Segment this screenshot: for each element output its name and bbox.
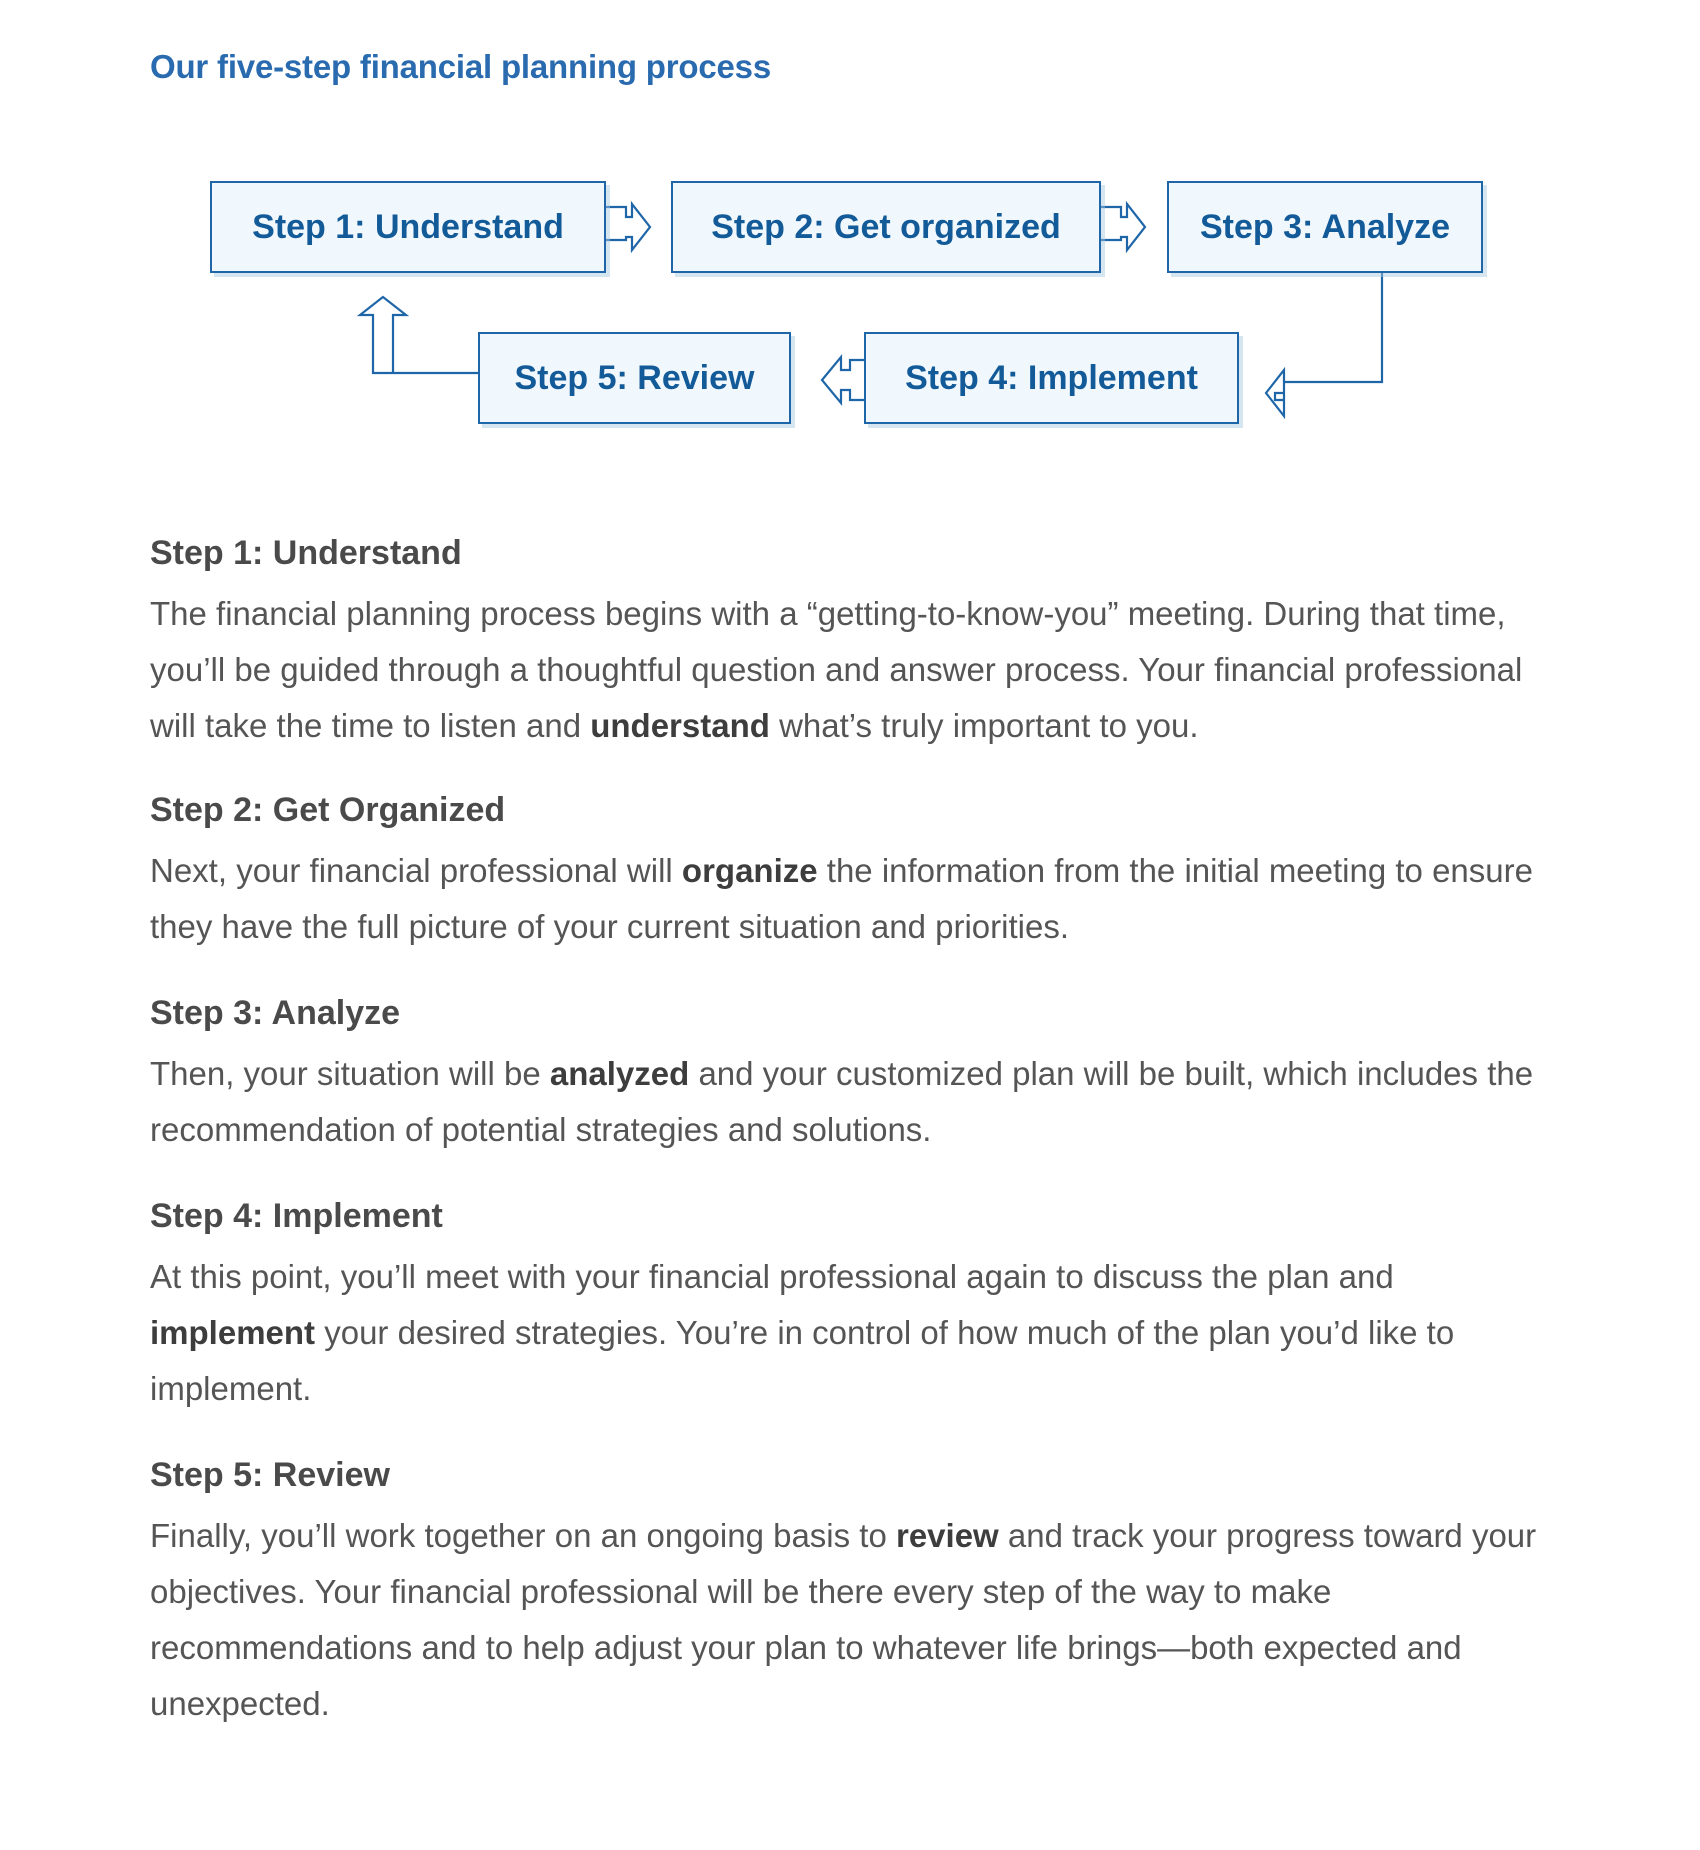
description-text: and your customized plan will be built, which includes the recommendation of potential strategies and solutions. [150,1055,1534,1148]
step4-heading: Step 4: Implement [150,1197,443,1235]
description-text: At this point, you’ll meet with your financial professional again to discuss the plan and [150,1258,1394,1295]
emphasized-term: implement [150,1314,316,1351]
description-text: The financial planning process begins with a “getting-to-know-you” meeting. During that time, you’ll be guided through a thoughtful question and answer process. Your financial professional will take the time to listen and [150,595,1523,744]
step2-section [150,787,1550,955]
step3-section [150,990,1550,1158]
step3-heading: Step 3: Analyze [150,994,401,1032]
description-text: the information from the initial meeting to ensure they have the full picture of your current situation and priorities. [150,852,1533,945]
description-text: your desired strategies. You’re in control of how much of the plan you’d like to implement. [150,1314,1455,1407]
step1-heading: Step 1: Understand [150,534,462,572]
step3-description [150,1046,1550,1158]
description-text: what’s truly important to you. [769,707,1199,744]
description-text: and track your progress toward your objectives. Your financial professional will be there every step of the way to make recommendations and to help adjust your plan to whatever life brings—both expected and unexpected. [150,1517,1537,1722]
step1-section [150,530,1550,754]
arrow-step2-to-step3 [1101,204,1145,250]
step4-description [150,1249,1550,1417]
description-text: Finally, you’ll work together on an ongoing basis to [150,1517,896,1554]
emphasized-term: organize [681,852,818,889]
step2-description [150,843,1550,955]
flow-box-step3: Step 3: Analyze [1167,181,1483,273]
arrow-step4-to-step5 [822,357,864,403]
step5-heading: Step 5: Review [150,1456,390,1494]
emphasized-term: analyzed [549,1055,690,1092]
emphasized-term: review [895,1517,999,1554]
emphasized-term: understand [590,707,770,744]
flow-box-step2: Step 2: Get organized [671,181,1101,273]
step5-description [150,1508,1550,1732]
description-text: Next, your financial professional will [150,852,682,889]
step1-description [150,586,1550,754]
arrow-step5-to-step1 [360,297,478,373]
page-title: Our five-step financial planning process [150,48,771,85]
arrow-step3-to-step4 [1266,273,1382,416]
flow-box-step4: Step 4: Implement [864,332,1239,424]
step5-section [150,1452,1550,1732]
arrow-step1-to-step2 [606,204,650,250]
step-descriptions [150,530,1550,1732]
step4-section [150,1193,1550,1417]
flow-box-step1: Step 1: Understand [210,181,606,273]
description-text: Then, your situation will be [150,1055,550,1092]
step2-heading: Step 2: Get Organized [150,791,506,829]
flow-box-step5: Step 5: Review [478,332,791,424]
